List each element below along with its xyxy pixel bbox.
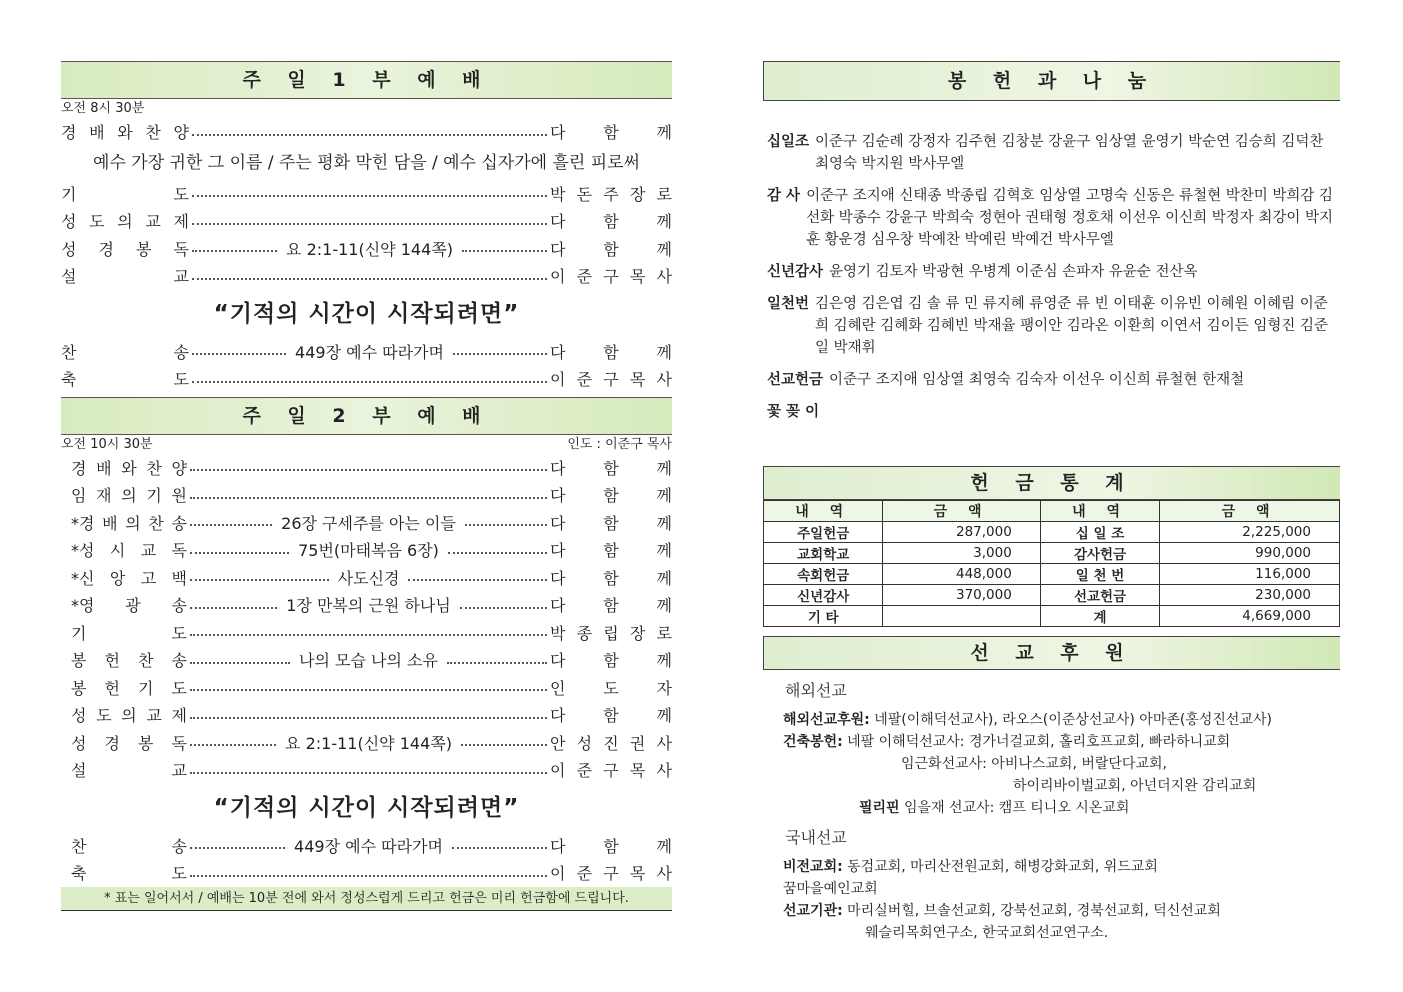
order-person: 이 준 구 목 사	[550, 267, 672, 287]
leader-dots	[190, 875, 547, 877]
order-person: 박 종 립 장 로	[550, 623, 672, 643]
mission-domestic-list	[763, 856, 1340, 944]
offering-group	[767, 293, 1340, 359]
leader-dots	[452, 847, 547, 849]
order-person: 다 함 께	[550, 651, 672, 671]
order-label: *성 시 교 독	[71, 541, 187, 561]
order-label: 경 배 와 찬 양	[61, 123, 189, 143]
leader-dots	[192, 278, 547, 280]
stats-amount: 230,000	[1160, 585, 1340, 606]
order-row	[71, 536, 672, 564]
offering-names	[825, 401, 1340, 423]
service2-title: 주 일 2 부 예 배	[61, 397, 672, 435]
order-row	[61, 338, 672, 366]
order-label: 기 도	[61, 184, 189, 204]
offering-names: 이준구 김순례 강정자 김주현 김창분 강윤구 임상열 윤영기 박순연 김승희 김덕찬 최영숙 박지원 박사무엘	[815, 134, 1324, 172]
mission-line-text: 하이리바이벌교회, 아넌더지완 감리교회	[1013, 778, 1257, 794]
order-row	[71, 859, 672, 887]
stats-amount: 116,000	[1160, 564, 1340, 585]
order-label: 임 재 의 기 원	[71, 486, 187, 506]
mission-line-label: 비전교회:	[783, 859, 843, 875]
leader-dots	[460, 607, 547, 609]
stats-row	[764, 522, 1340, 543]
order-row	[61, 180, 672, 208]
order-label: *신 앙 고 백	[71, 568, 187, 588]
order-label: 성 경 봉 독	[61, 239, 189, 259]
stats-title: 헌 금 통 계	[763, 466, 1340, 500]
stats-header-cell: 금 액	[1160, 501, 1340, 522]
order-detail: 75번(마태복음 6장)	[298, 541, 439, 561]
leader-dots	[192, 250, 277, 252]
leader-dots	[190, 524, 272, 526]
stats-category: 주일헌금	[764, 522, 883, 543]
order-row	[71, 674, 672, 702]
offering-names: 윤영기 김토자 박광현 우병계 이준심 손파자 유윤순 전산옥	[829, 264, 1198, 280]
leader-dots	[461, 744, 547, 746]
leader-dots	[408, 579, 547, 581]
order-person: 다 함 께	[550, 568, 673, 588]
order-row	[71, 729, 672, 757]
order-detail: 사도신경	[337, 568, 400, 588]
mission-line	[763, 775, 1340, 797]
stats-category: 일 천 번	[1040, 564, 1159, 585]
leader-dots	[190, 497, 547, 499]
mission-line	[763, 753, 1340, 775]
stats-amount	[883, 606, 1040, 627]
offering-category: 십일조	[767, 134, 810, 150]
service1-closing	[61, 338, 672, 393]
mission-line	[763, 856, 1340, 878]
stats-amount: 4,669,000	[1160, 606, 1340, 627]
stats-section	[763, 466, 1340, 627]
order-person: 다 함 께	[550, 212, 672, 232]
order-label: 설 교	[71, 761, 187, 781]
order-row	[61, 262, 672, 290]
order-label: 찬 송	[61, 342, 189, 362]
order-label: *영 광 송	[71, 596, 187, 616]
order-label: 경 배 와 찬 양	[71, 458, 187, 478]
service1-time-row	[61, 99, 672, 118]
mission-line	[763, 878, 1340, 900]
stats-header-cell: 내 역	[1040, 501, 1159, 522]
order-person: 박 돈 주 장 로	[550, 184, 672, 204]
service1-sermon-title: “기적의 시간이 시작되려면”	[213, 300, 520, 327]
stats-category: 감사헌금	[1040, 543, 1159, 564]
stats-row	[764, 585, 1340, 606]
order-label: 축 도	[71, 864, 187, 884]
leader-dots	[462, 250, 547, 252]
order-row	[61, 207, 672, 235]
order-detail: 26장 구세주를 아는 이들	[281, 513, 456, 533]
mission-overseas-title: 해외선교	[785, 681, 847, 700]
order-person: 다 함 께	[550, 541, 673, 561]
leader-dots	[190, 717, 547, 719]
leader-dots	[453, 353, 547, 355]
mission-line	[763, 922, 1340, 944]
order-detail: 요 2:1-11(신약 144쪽)	[285, 733, 452, 753]
stats-header-cell: 금 액	[883, 501, 1040, 522]
offering-category: 일천번	[767, 296, 810, 312]
leader-dots	[190, 634, 547, 636]
service1-title: 주 일 1 부 예 배	[61, 61, 672, 99]
mission-line	[763, 731, 1340, 753]
order-person: 다 함 께	[550, 458, 672, 478]
right-page	[763, 61, 1340, 941]
mission-domestic-title: 국내선교	[785, 828, 847, 847]
order-person: 이 준 구 목 사	[550, 370, 672, 390]
leader-dots	[192, 353, 286, 355]
mission-line-text: 임근화선교사: 아비나스교회, 버랄단다교회,	[901, 756, 1167, 772]
leader-dots	[447, 662, 547, 664]
order-person: 다 함 께	[550, 706, 672, 726]
offering-names: 이준구 조지애 신태종 박종립 김혁호 임상열 고명숙 신동은 류철현 박찬미 박희감 김선화 박종수 강윤구 박희숙 정현아 권태형 정호채 이선우 이신희 박정자 최강이 박지훈 황운경 심우창 박예찬 박예린 박예건 박사무엘	[806, 188, 1333, 248]
leader-dots	[190, 552, 289, 554]
order-row	[71, 564, 672, 592]
leader-dots	[190, 607, 277, 609]
leader-dots	[190, 579, 329, 581]
stats-amount: 990,000	[1160, 543, 1340, 564]
stats-amount: 3,000	[883, 543, 1040, 564]
stats-category: 기 타	[764, 606, 883, 627]
order-detail: 나의 모습 나의 소유	[299, 651, 438, 671]
order-person: 다 함 께	[550, 342, 672, 362]
order-row	[71, 509, 672, 537]
leader-dots	[190, 469, 547, 471]
order-row	[71, 646, 672, 674]
mission-line	[763, 900, 1340, 922]
offering-category: 선교헌금	[767, 372, 824, 388]
order-detail: 449장 예수 따라가며	[295, 342, 444, 362]
mission-line-text: 웨슬리목회연구소, 한국교회선교연구소.	[865, 925, 1109, 941]
order-row	[71, 454, 672, 482]
service2-note: * 표는 일어서서 / 예배는 10분 전에 와서 정성스럽게 드리고 헌금은 미리 헌금함에 드립니다.	[61, 887, 672, 911]
stats-row	[764, 564, 1340, 585]
leader-dots	[190, 744, 276, 746]
order-row	[71, 481, 672, 509]
service2-leader: 인도 : 이준구 목사	[567, 436, 672, 452]
stats-amount: 370,000	[883, 585, 1040, 606]
offering-names: 김은영 김은엽 김 솔 류 민 류지혜 류영준 류 빈 이태훈 이유빈 이혜원 이혜림 이준희 김혜란 김혜화 김혜빈 박재율 팽이안 김라온 이환희 이연서 김이든 임형진 김준일 박재휘	[815, 296, 1328, 356]
stats-row	[764, 606, 1340, 627]
stats-category: 교회학교	[764, 543, 883, 564]
leader-dots	[192, 195, 547, 197]
service2-closing	[61, 832, 672, 887]
order-label: *경 배 의 찬 송	[71, 513, 187, 533]
order-person: 이 준 구 목 사	[550, 864, 672, 884]
mission-line-text: 임을재 선교사: 캠프 티니오 시온교회	[899, 800, 1130, 816]
order-person: 이 준 구 목 사	[550, 761, 672, 781]
leader-dots	[448, 552, 547, 554]
mission-line-text: 꿈마을예인교회	[783, 881, 878, 897]
leader-dots	[190, 847, 285, 849]
order-label: 성 도 의 교 제	[71, 706, 187, 726]
order-row	[61, 365, 672, 393]
mission-line-label: 건축봉헌:	[783, 734, 843, 750]
stats-amount: 2,225,000	[1160, 522, 1340, 543]
stats-amount: 287,000	[883, 522, 1040, 543]
order-label: 봉 헌 기 도	[71, 678, 187, 698]
mission-title: 선 교 후 원	[763, 636, 1340, 670]
offering-category: 감 사	[767, 188, 801, 204]
stats-body	[764, 522, 1340, 627]
order-label: 기 도	[71, 623, 187, 643]
order-person: 다 함 께	[550, 239, 672, 259]
order-row	[71, 832, 672, 860]
stats-amount: 448,000	[883, 564, 1040, 585]
stats-category: 속회헌금	[764, 564, 883, 585]
order-row	[71, 756, 672, 784]
mission-line-text: 마리실버힐, 브솔선교회, 강북선교회, 경북선교회, 덕신선교회	[842, 903, 1221, 919]
order-detail: 요 2:1-11(신약 144쪽)	[286, 239, 453, 259]
mission-line-label: 해외선교후원:	[783, 712, 870, 728]
service2-order	[61, 454, 672, 784]
mission-line-text: 네팔(이해덕선교사), 라오스(이준상선교사) 아마존(홍성진선교사)	[869, 712, 1272, 728]
order-person: 다 함 께	[550, 486, 672, 506]
mission-line-text: 네팔 이해덕선교사: 경가너걸교회, 홀리호프교회, 빠라하니교회	[842, 734, 1231, 750]
stats-category: 신년감사	[764, 585, 883, 606]
offering-names: 이준구 조지애 임상열 최영숙 김숙자 이선우 이신희 류철현 한재철	[829, 372, 1245, 388]
order-label: 봉 헌 찬 송	[71, 651, 187, 671]
leader-dots	[190, 772, 547, 774]
leader-dots	[190, 689, 547, 691]
mission-section	[763, 636, 1340, 944]
service2-time-row	[61, 435, 672, 454]
offering-group	[767, 401, 1340, 423]
order-label: 설 교	[61, 267, 189, 287]
order-label: 축 도	[61, 370, 189, 390]
service1-time: 오전 8시 30분	[61, 101, 145, 116]
service2-time: 오전 10시 30분	[61, 436, 153, 452]
service1-order-a	[61, 118, 672, 146]
order-label: 찬 송	[71, 836, 187, 856]
service2-sermon-title: “기적의 시간이 시작되려면”	[213, 794, 520, 821]
order-detail: 449장 예수 따라가며	[294, 836, 443, 856]
stats-table	[763, 500, 1340, 627]
order-detail: 1장 만복의 근원 하나님	[286, 596, 451, 616]
order-person: 다 함 께	[550, 596, 673, 616]
order-person: 다 함 께	[550, 513, 673, 533]
offering-category: 꽃 꽂 이	[767, 404, 820, 420]
offering-group	[767, 369, 1340, 391]
stats-row	[764, 543, 1340, 564]
leader-dots	[465, 524, 547, 526]
offering-group	[767, 131, 1340, 175]
leader-dots	[190, 662, 290, 664]
order-row	[61, 118, 672, 146]
order-row	[61, 235, 672, 263]
offering-title: 봉 헌 과 나 눔	[763, 61, 1340, 101]
stats-header-row	[764, 501, 1340, 522]
leader-dots	[192, 134, 547, 136]
offering-category: 신년감사	[767, 264, 824, 280]
leader-dots	[192, 223, 547, 225]
service1-order-b	[61, 180, 672, 290]
order-row	[71, 701, 672, 729]
order-label: 성 경 봉 독	[71, 733, 187, 753]
stats-category: 십 일 조	[1040, 522, 1159, 543]
stats-header-cell: 내 역	[764, 501, 883, 522]
offering-list	[763, 131, 1340, 423]
mission-line-text: 동검교회, 마리산전원교회, 해병강화교회, 위드교회	[842, 859, 1158, 875]
order-person: 안 성 진 권 사	[550, 733, 672, 753]
order-row	[71, 591, 672, 619]
order-person: 다 함 께	[550, 123, 672, 143]
mission-line-label: 선교기관:	[783, 903, 843, 919]
order-person: 인 도 자	[550, 678, 672, 698]
mission-line	[763, 709, 1340, 731]
service1-lyric: 예수 가장 귀한 그 이름 / 주는 평화 막힌 담을 / 예수 십자가에 흘린 피로써	[93, 152, 640, 173]
stats-category: 계	[1040, 606, 1159, 627]
offering-group	[767, 185, 1340, 251]
mission-line-label: 필리핀	[859, 800, 900, 816]
offering-group	[767, 261, 1340, 283]
order-person: 다 함 께	[550, 836, 672, 856]
leader-dots	[192, 381, 547, 383]
mission-line	[763, 797, 1340, 819]
order-row	[71, 619, 672, 647]
order-label: 성 도 의 교 제	[61, 212, 189, 232]
left-page	[61, 61, 672, 911]
mission-overseas-list	[763, 709, 1340, 819]
stats-category: 선교헌금	[1040, 585, 1159, 606]
